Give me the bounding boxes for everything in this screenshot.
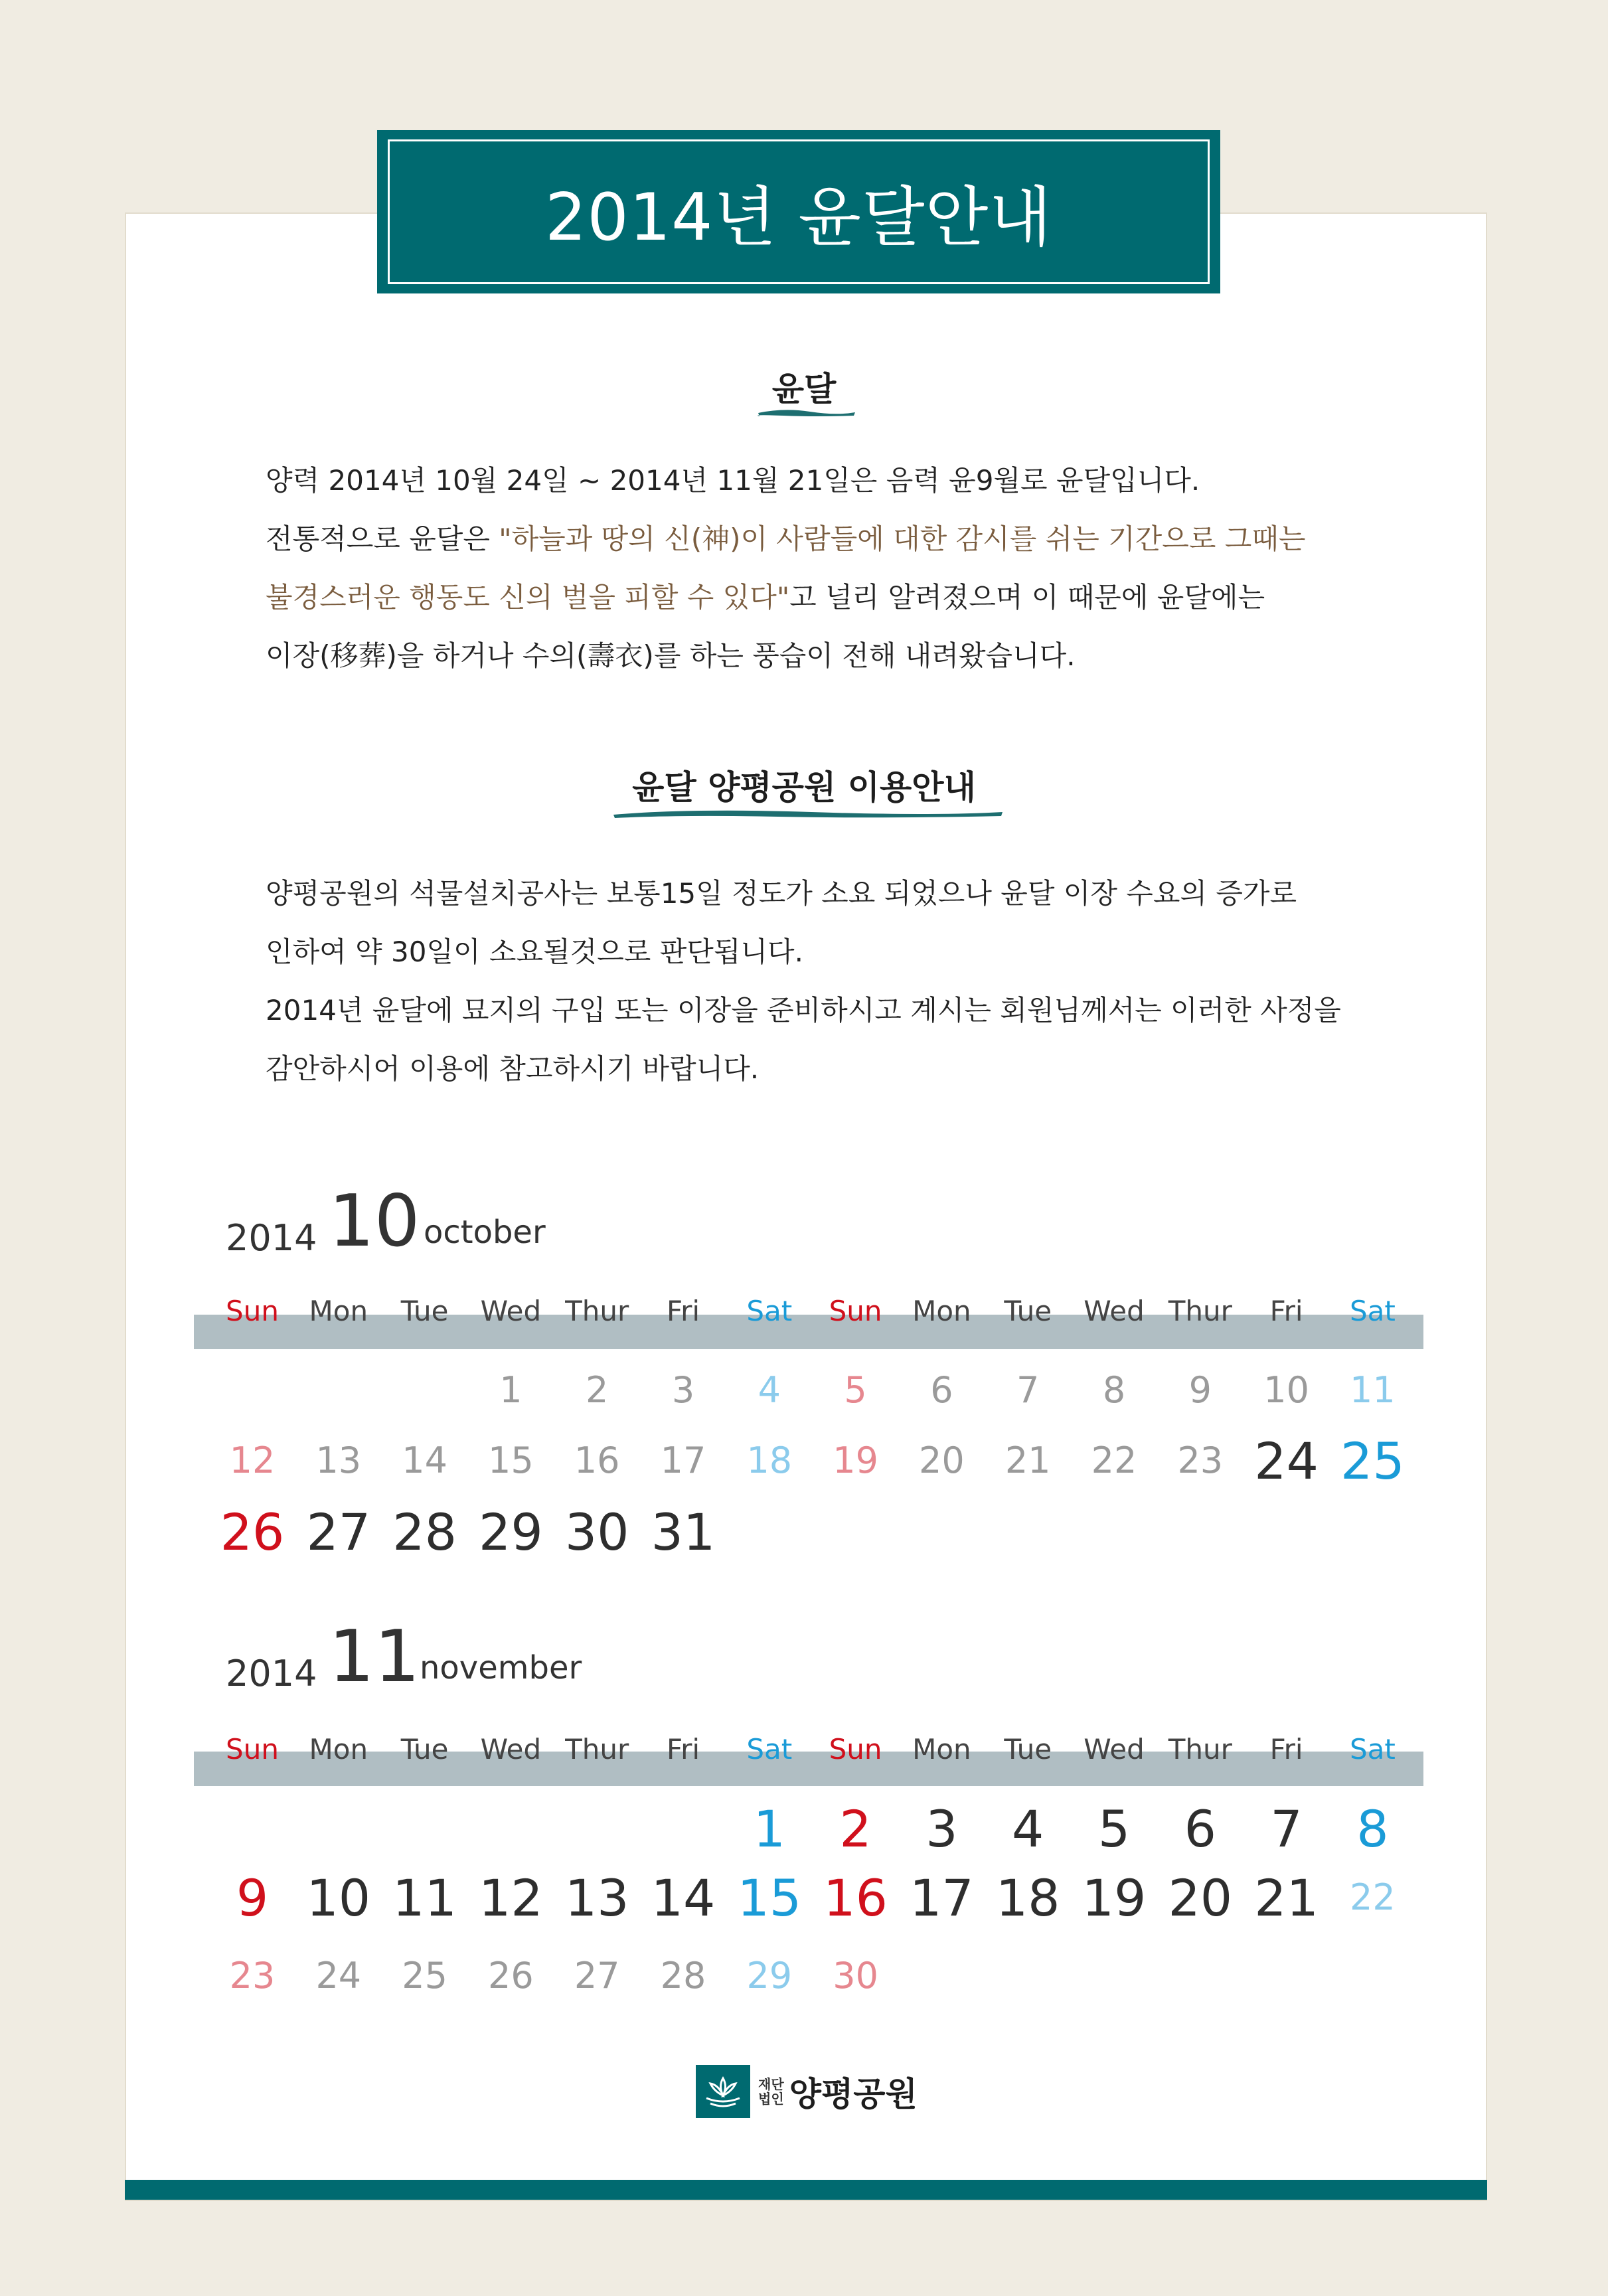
calendar-day: 5: [1097, 1799, 1131, 1858]
weekday-label: Sat: [746, 1733, 793, 1765]
section2-underline-brush: [612, 807, 1004, 820]
calendar-day: 9: [1188, 1369, 1212, 1411]
section1-line-2: 전통적으로 윤달은 "하늘과 땅의 신(神)이 사람들에 대한 감시를 쉬는 기간으로 그때는: [266, 523, 1306, 555]
calendar-day: 16: [823, 1868, 888, 1927]
calendar-day: 29: [479, 1503, 543, 1562]
section1-line-1: 양력 2014년 10월 24일 ~ 2014년 11월 21일은 음력 윤9월로 윤달입니다.: [266, 464, 1200, 497]
weekday-label: Wed: [1084, 1733, 1145, 1765]
section2-line-3: 2014년 윤달에 묘지의 구입 또는 이장을 준비하시고 계시는 회원님께서는 이러한 사정을: [266, 994, 1341, 1026]
section1-line-3: 불경스러운 행동도 신의 벌을 피할 수 있다"고 널리 알려졌으며 이 때문에 윤달에는: [266, 581, 1265, 614]
weekday-label: Tue: [1004, 1733, 1052, 1765]
weekday-label: Sun: [829, 1733, 882, 1765]
calendar-day: 7: [1270, 1799, 1303, 1858]
calendar-day: 2: [839, 1799, 872, 1858]
calendar-day: 15: [488, 1439, 534, 1481]
calendar-day: 18: [746, 1439, 793, 1481]
section2-heading: 윤달 양평공원 이용안내: [632, 768, 976, 807]
weekday-label: Tue: [400, 1733, 449, 1765]
page-title: 2014년 윤달안내: [545, 179, 1052, 256]
calendar-day: 12: [479, 1868, 543, 1927]
calendar-day: 8: [1102, 1369, 1126, 1411]
calendar-day: 29: [746, 1955, 793, 1997]
calendar-day: 3: [925, 1799, 958, 1858]
weekday-label: Mon: [912, 1733, 971, 1765]
weekday-label: Fri: [666, 1733, 700, 1765]
calendar-day: 3: [671, 1369, 695, 1411]
weekday-label: Thur: [1168, 1733, 1232, 1765]
calendar-day: 30: [833, 1955, 878, 1997]
calendar-day: 22: [1350, 1876, 1396, 1918]
weekday-label: Sun: [226, 1733, 279, 1765]
calendar-day: 13: [564, 1868, 629, 1927]
weekday-label: Sat: [746, 1295, 793, 1327]
section2-line-2: 인하여 약 30일이 소요될것으로 판단됩니다.: [266, 936, 803, 968]
calendar-day: 9: [236, 1868, 269, 1927]
weekday-label: Mon: [912, 1295, 971, 1327]
weekday-label: Sun: [829, 1295, 882, 1327]
calendar-day: 16: [574, 1439, 620, 1481]
calendar-day: 11: [392, 1868, 457, 1927]
november-month-name: november: [420, 1649, 582, 1686]
calendar-day: 14: [651, 1868, 716, 1927]
november-month-number: 11: [329, 1615, 420, 1698]
calendar-day: 28: [660, 1955, 706, 1997]
foundation-logo: [696, 2065, 918, 2118]
section1-underline-brush: [757, 406, 856, 418]
calendar-day: 25: [1340, 1432, 1405, 1491]
calendar-day: 1: [499, 1369, 523, 1411]
calendar-day: 13: [315, 1439, 362, 1481]
calendar-day: 11: [1350, 1369, 1396, 1411]
section2-line-1: 양평공원의 석물설치공사는 보통15일 정도가 소요 되었으나 윤달 이장 수요의 증가로: [266, 877, 1297, 910]
calendar-day: 5: [844, 1369, 867, 1411]
weekday-label: Mon: [309, 1733, 368, 1765]
lotus-icon: [696, 2065, 750, 2118]
calendar-day: 21: [1254, 1868, 1319, 1927]
calendar-day: 17: [660, 1439, 706, 1481]
weekday-label: Mon: [309, 1295, 368, 1327]
calendar-day: 15: [737, 1868, 802, 1927]
calendar-day: 4: [1012, 1799, 1044, 1858]
calendar-day: 27: [574, 1955, 620, 1997]
title-banner: [377, 130, 1220, 293]
calendar-day: 8: [1356, 1799, 1389, 1858]
weekday-label: Wed: [480, 1733, 542, 1765]
calendar-day: 21: [1005, 1439, 1051, 1481]
calendar-day: 10: [306, 1868, 371, 1927]
calendar-day: 7: [1016, 1369, 1040, 1411]
calendar-day: 25: [402, 1955, 447, 1997]
logo-name: 양평공원: [789, 2075, 918, 2113]
logo-corporation-label: 재단 법인: [758, 2076, 784, 2107]
weekday-label: Fri: [1269, 1295, 1303, 1327]
calendar-day: 19: [1082, 1868, 1147, 1927]
calendar-day: 24: [315, 1955, 362, 1997]
calendar-day: 19: [833, 1439, 878, 1481]
section1-paragraph: [266, 451, 1305, 685]
weekday-label: Thur: [1168, 1295, 1232, 1327]
october-month-name: october: [424, 1214, 546, 1251]
calendar-day: 27: [306, 1503, 371, 1562]
weekday-label: Wed: [480, 1295, 542, 1327]
calendar-day: 23: [229, 1955, 276, 1997]
section2-line-4: 감안하시어 이용에 참고하시기 바랍니다.: [266, 1052, 760, 1085]
weekday-label: Sat: [1349, 1295, 1396, 1327]
section2-paragraph: [266, 864, 1341, 1098]
calendar-day: 4: [758, 1369, 781, 1411]
section1-heading: 윤달: [771, 370, 837, 408]
calendar-day: 12: [229, 1439, 276, 1481]
weekday-label: Thur: [565, 1295, 629, 1327]
weekday-label: Thur: [565, 1733, 629, 1765]
calendar-day: 20: [1168, 1868, 1233, 1927]
weekday-label: Tue: [400, 1295, 449, 1327]
calendar-day: 20: [919, 1439, 965, 1481]
weekday-label: Fri: [666, 1295, 700, 1327]
october-month-number: 10: [329, 1180, 420, 1263]
weekday-label: Wed: [1084, 1295, 1145, 1327]
calendar-day: 24: [1254, 1432, 1319, 1491]
calendar-day: 28: [392, 1503, 457, 1562]
november-year: 2014: [226, 1653, 317, 1694]
october-year: 2014: [226, 1217, 317, 1259]
card-bottom-bar: [125, 2180, 1487, 2200]
calendar-day: 30: [564, 1503, 629, 1562]
calendar-day: 1: [753, 1799, 785, 1858]
calendar-day: 6: [930, 1369, 953, 1411]
calendar-day: 31: [651, 1503, 716, 1562]
calendar-day: 18: [995, 1868, 1060, 1927]
calendar-day: 23: [1177, 1439, 1224, 1481]
weekday-label: Fri: [1269, 1733, 1303, 1765]
weekday-label: Tue: [1004, 1295, 1052, 1327]
weekday-label: Sun: [226, 1295, 279, 1327]
calendar-day: 14: [402, 1439, 447, 1481]
calendar-day: 6: [1184, 1799, 1216, 1858]
section1-line-4: 이장(移葬)을 하거나 수의(壽衣)를 하는 풍습이 전해 내려왔습니다.: [266, 639, 1076, 672]
title-frame: [388, 139, 1210, 284]
calendar-day: 26: [220, 1503, 285, 1562]
calendar-day: 26: [488, 1955, 534, 1997]
weekday-label: Sat: [1349, 1733, 1396, 1765]
calendar-day: 2: [586, 1369, 609, 1411]
calendar-day: 22: [1091, 1439, 1137, 1481]
calendar-day: 10: [1263, 1369, 1309, 1411]
calendar-day: 17: [910, 1868, 974, 1927]
